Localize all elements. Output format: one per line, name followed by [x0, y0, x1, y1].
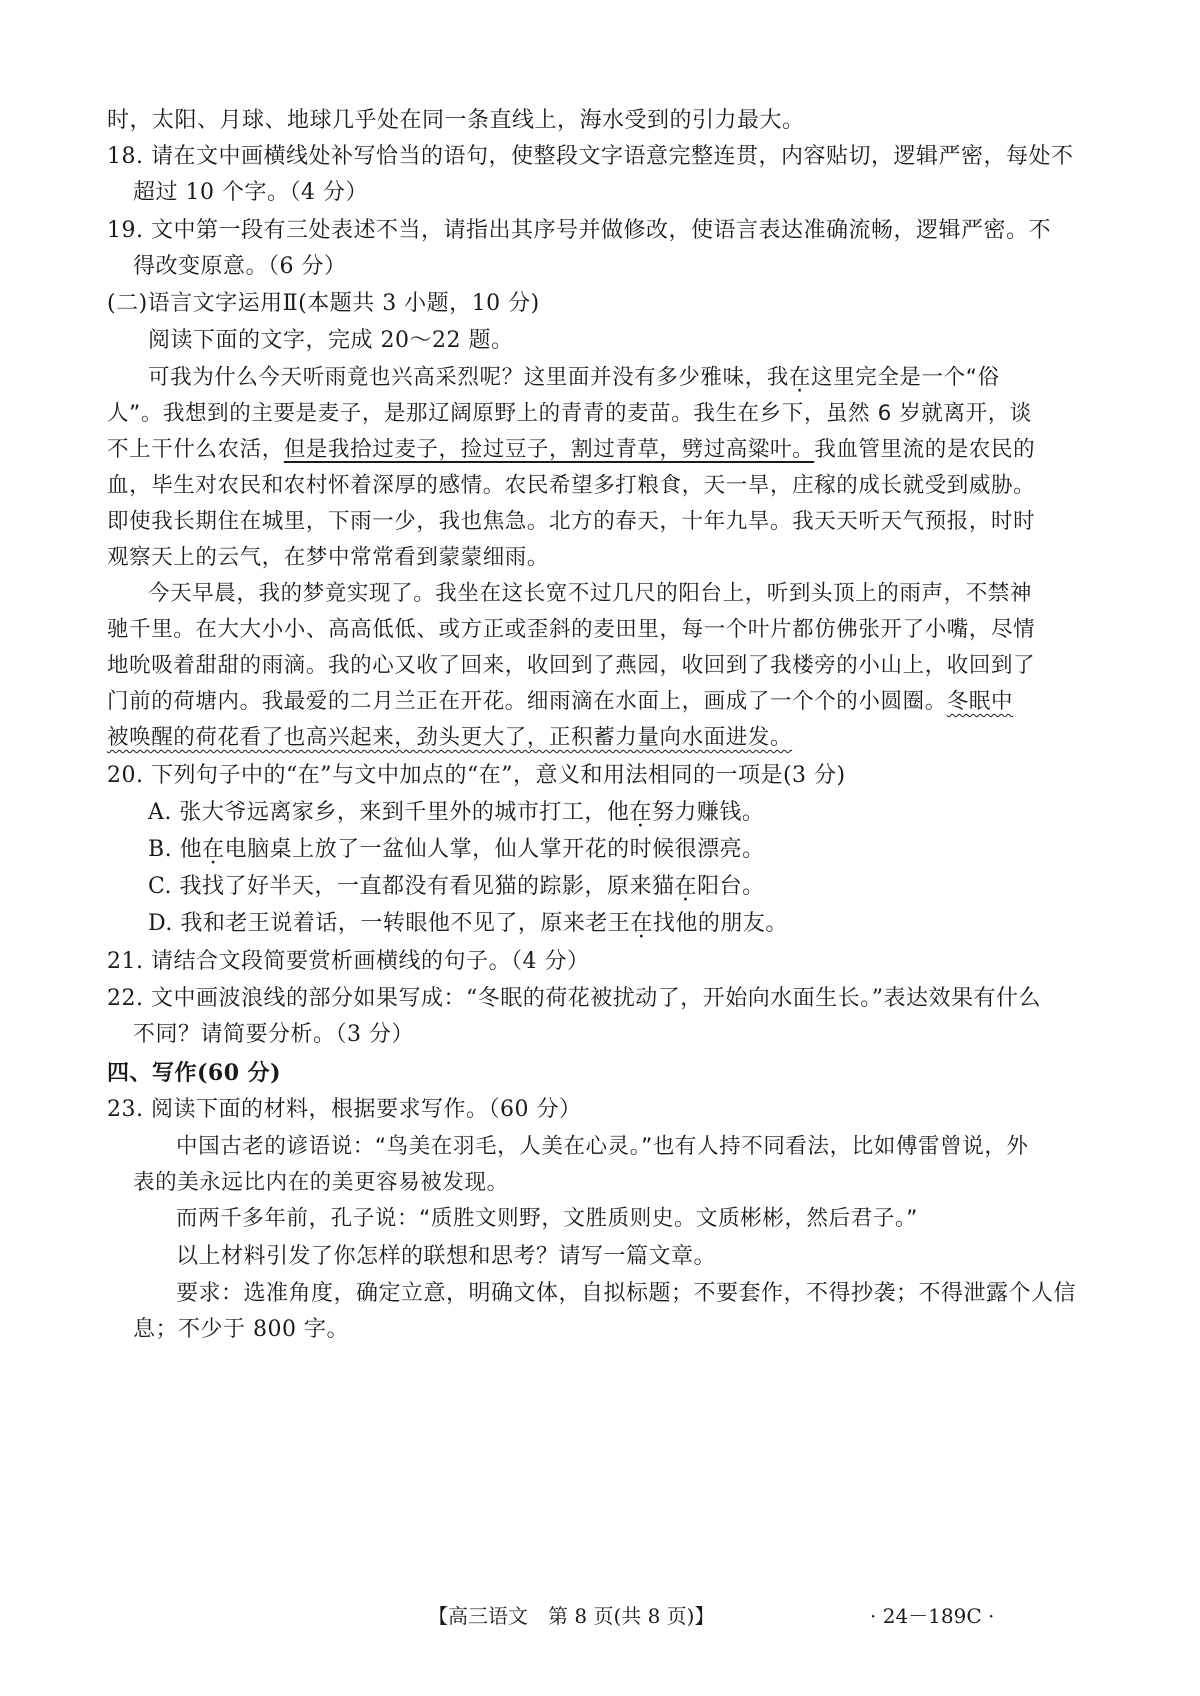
- question-20: 20. 下列句子中的“在”与文中加点的“在”，意义和用法相同的一项是(3 分): [107, 763, 846, 788]
- question-19: 19. 文中第一段有三处表述不当，请指出其序号并做修改，使语言表达准确流畅，逻辑严密。不: [107, 218, 1051, 243]
- dotted-char: 在: [630, 911, 653, 936]
- question-19-cont: 得改变原意。（6 分）: [133, 254, 347, 279]
- dotted-char: 在: [629, 800, 652, 825]
- passage-line: 不上干什么农活，但是我拾过麦子，捡过豆子，割过青草，劈过高粱叶。我血管里流的是农民的: [107, 437, 1036, 462]
- exam-code: · 24－189C ·: [870, 1604, 995, 1628]
- dotted-char: 在: [788, 365, 812, 390]
- dotted-char: 在: [202, 837, 225, 862]
- passage-line: 血，毕生对农民和农村怀着深厚的感情。农民希望多打粮食，天一旱，庄稼的成长就受到威胁。: [107, 473, 1036, 498]
- text-line: 时，太阳、月球、地球几乎处在同一条直线上，海水受到的引力最大。: [107, 108, 805, 133]
- passage-line: 地吮吸着甜甜的雨滴。我的心又收了回来，收回到了燕园，收回到了我楼旁的小山上，收回到了: [107, 653, 1036, 678]
- passage-line: [107, 721, 792, 755]
- question-18: 18. 请在文中画横线处补写恰当的语句，使整段文字语意完整连贯，内容贴切，逻辑严密，每处不: [107, 144, 1074, 169]
- passage-line: 门前的荷塘内。我最爱的二月兰正在开花。细雨滴在水面上，画成了一个个的小圆圈。冬眠中: [107, 689, 1014, 714]
- question-18-cont: 超过 10 个字。（4 分）: [133, 180, 368, 205]
- passage-line: 人”。我想到的主要是麦子，是那辽阔原野上的青青的麦苗。我生在乡下，虽然 6 岁就离开，谈: [107, 401, 1032, 426]
- underlined-sentence: 但是我拾过麦子，捡过豆子，割过青草，劈过高粱叶。: [283, 437, 815, 462]
- passage-line: 今天早晨，我的梦竟实现了。我坐在这长宽不过几尺的阳台上，听到头顶上的雨声，不禁神: [148, 581, 1033, 606]
- writing-requirements: 要求：选准角度，确定立意，明确文体，自拟标题；不要套作，不得抄袭；不得泄露个人信: [176, 1281, 1077, 1306]
- wavy-underlined-text: 被唤醒的荷花看了也高兴起来，劲头更大了，正积蓄力量向水面进发。: [107, 725, 793, 750]
- question-21: 21. 请结合文段简要赏析画横线的句子。（4 分）: [107, 949, 590, 974]
- material-line: 中国古老的谚语说：“鸟美在羽毛，人美在心灵。”也有人持不同看法，比如傅雷曾说，外: [176, 1134, 1029, 1159]
- option-b: B. 他在电脑桌上放了一盆仙人掌，仙人掌开花的时候很漂亮。: [148, 837, 765, 862]
- passage-line: 可我为什么今天听雨竟也兴高采烈呢？这里面并没有多少雅味，我在这里完全是一个“俗: [148, 365, 1000, 390]
- passage-line: 即使我长期住在城里，下雨一少，我也焦急。北方的春天，十年九旱。我天天听天气预报，时时: [107, 509, 1036, 534]
- question-22: 22. 文中画波浪线的部分如果写成：“冬眠的荷花被扰动了，开始向水面生长。”表达效果有什么: [107, 986, 1041, 1011]
- wavy-underlined-text: 冬眠中: [946, 689, 1014, 714]
- option-d: D. 我和老王说着话，一转眼他不见了，原来老王在找他的朋友。: [148, 911, 788, 936]
- writing-requirements-cont: 息；不少于 800 字。: [133, 1317, 349, 1342]
- option-c: C. 我找了好半天，一直都没有看见猫的踪影，原来猫在阳台。: [148, 874, 765, 899]
- passage-line: 驰千里。在大大小小、高高低低、或方正或歪斜的麦田里，每一个叶片都仿佛张开了小嘴，尽情: [107, 617, 1036, 642]
- reading-instruction: 阅读下面的文字，完成 20～22 题。: [148, 328, 514, 353]
- material-line: 而两千多年前，孔子说：“质胜文则野，文胜质则史。文质彬彬，然后君子。”: [176, 1206, 919, 1231]
- question-22-cont: 不同？请简要分析。（3 分）: [133, 1022, 414, 1047]
- question-23: 23. 阅读下面的材料，根据要求写作。（60 分）: [107, 1097, 582, 1122]
- option-a: A. 张大爷远离家乡，来到千里外的城市打工，他在努力赚钱。: [148, 800, 765, 825]
- passage-line: 观察天上的云气，在梦中常常看到蒙蒙细雨。: [107, 545, 550, 570]
- section-heading-writing: 四、写作(60 分): [107, 1060, 282, 1086]
- writing-prompt: 以上材料引发了你怎样的联想和思考？请写一篇文章。: [176, 1244, 717, 1269]
- section-heading: (二)语言文字运用Ⅱ(本题共 3 小题，10 分): [107, 291, 540, 316]
- page-number: 【高三语文 第 8 页(共 8 页)】: [428, 1604, 715, 1628]
- material-line: 表的美永远比内在的美更容易被发现。: [133, 1170, 509, 1195]
- dotted-char: 在: [674, 874, 698, 899]
